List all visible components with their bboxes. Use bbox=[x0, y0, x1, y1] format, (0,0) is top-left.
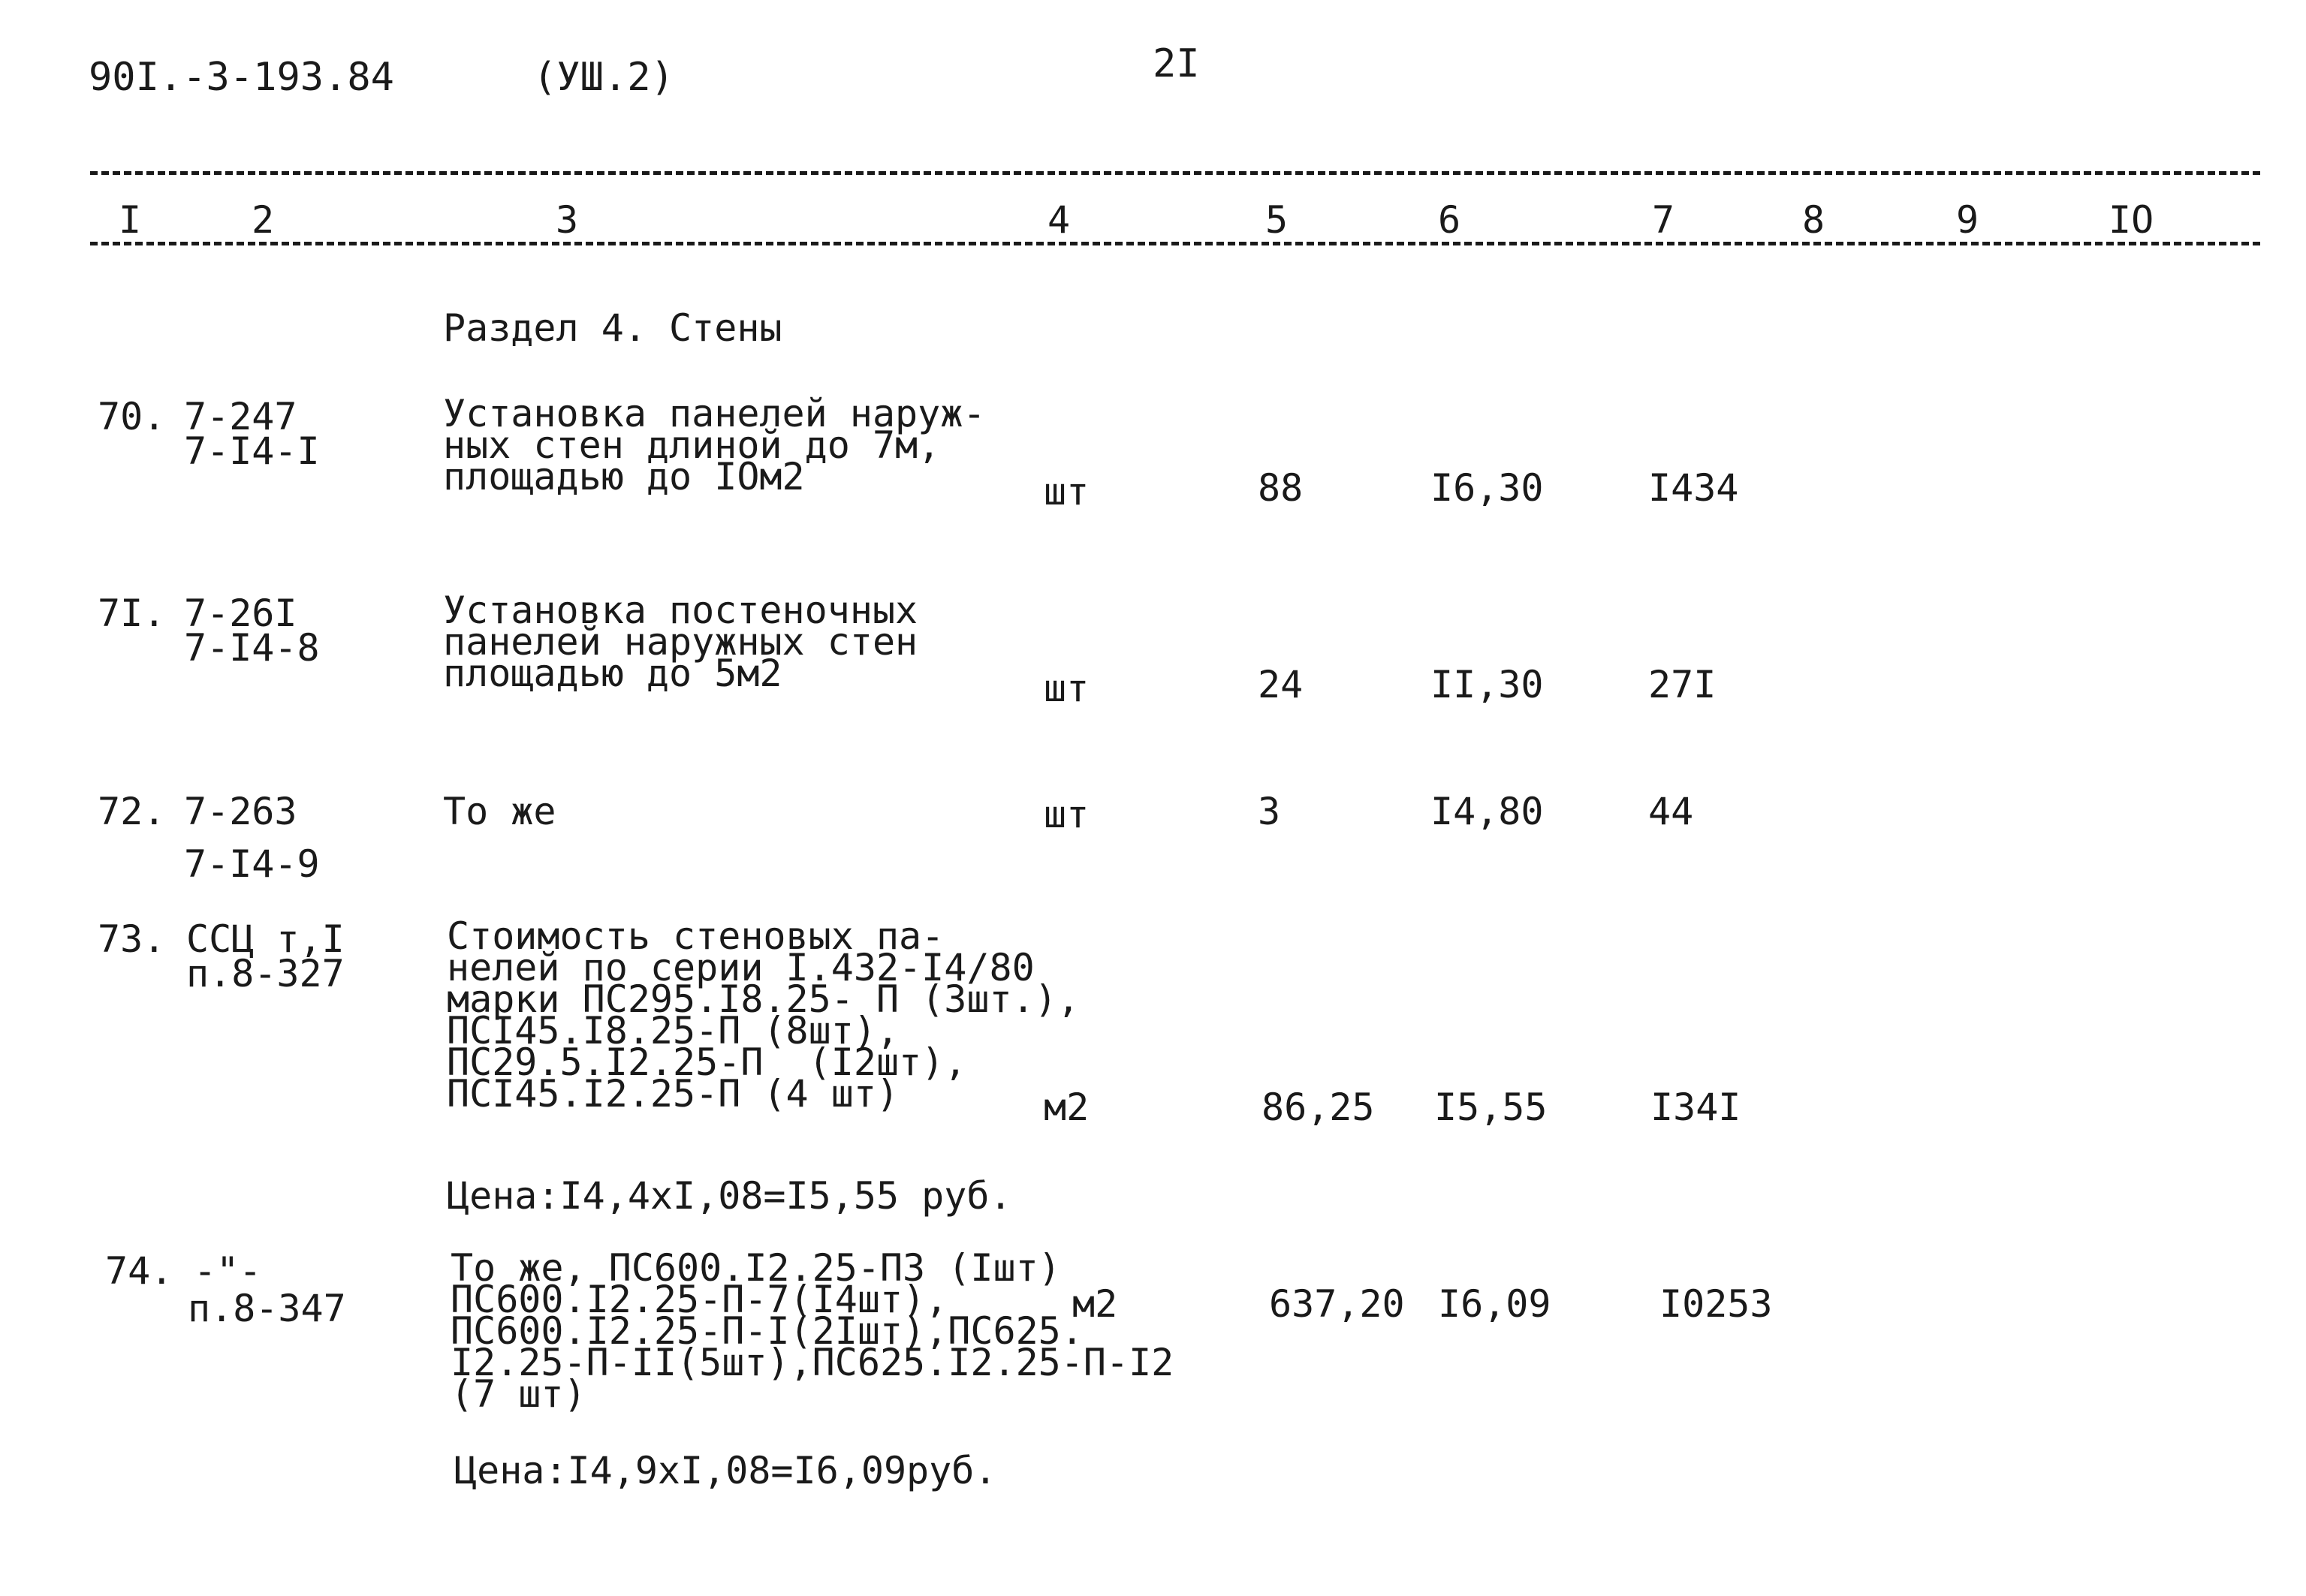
row-total: 27I bbox=[1648, 663, 1717, 706]
row-total: 44 bbox=[1648, 790, 1694, 833]
row-code: 7-263 bbox=[184, 790, 297, 833]
row-description-line: Стоимость стеновых па- bbox=[447, 914, 945, 958]
row-description-line: Установка панелей наруж- bbox=[443, 392, 986, 435]
row-description-line: нелей по серии I.432-I4/80 bbox=[447, 946, 1035, 989]
row-description-line: ПС600.I2.25-П-7(I4шт), bbox=[451, 1278, 948, 1321]
column-header-5: 5 bbox=[1265, 198, 1289, 242]
row-code-secondary: 7-I4-9 bbox=[184, 842, 320, 886]
column-header-4: 4 bbox=[1047, 198, 1071, 242]
row-description-line: I2.25-П-II(5шт),ПС625.I2.25-П-I2 bbox=[451, 1341, 1174, 1384]
row-code: -"- bbox=[194, 1249, 262, 1293]
row-total: I0253 bbox=[1659, 1282, 1773, 1326]
row-price-note: Цена:I4,9хI,08=I6,09руб. bbox=[454, 1449, 997, 1492]
row-total: I434 bbox=[1648, 466, 1739, 510]
row-unit-price: I4,80 bbox=[1430, 790, 1544, 833]
row-code-secondary: 7-I4-8 bbox=[184, 626, 320, 670]
row-code: 7-247 bbox=[184, 395, 297, 438]
column-header-1: I bbox=[119, 198, 142, 242]
row-code-secondary: п.8-347 bbox=[188, 1287, 346, 1330]
column-header-8: 8 bbox=[1802, 198, 1825, 242]
row-number: 74. bbox=[105, 1249, 173, 1293]
row-description-line: ных стен длиной до 7м, bbox=[443, 423, 941, 467]
row-unit-price: I6,30 bbox=[1430, 466, 1544, 510]
row-quantity: 637,20 bbox=[1269, 1282, 1405, 1326]
column-header-3: 3 bbox=[556, 198, 579, 242]
row-unit: шт bbox=[1044, 470, 1090, 513]
row-description-line: То же bbox=[443, 790, 556, 833]
row-total: I34I bbox=[1650, 1086, 1741, 1129]
row-unit-price: I5,55 bbox=[1434, 1086, 1548, 1129]
row-quantity: 3 bbox=[1258, 790, 1281, 833]
row-number: 70. bbox=[98, 395, 166, 438]
header-rule-bottom bbox=[90, 242, 2260, 245]
row-quantity: 88 bbox=[1258, 466, 1304, 510]
row-unit: шт bbox=[1044, 793, 1090, 836]
column-header-7: 7 bbox=[1652, 198, 1675, 242]
row-description-line: То же, ПС600.I2.25-П3 (Iшт) bbox=[451, 1246, 1061, 1290]
row-unit: шт bbox=[1044, 667, 1090, 710]
row-description-line: ПСI45.I8.25-П (8шт), bbox=[447, 1009, 900, 1052]
row-number: 72. bbox=[98, 790, 166, 833]
section-title: Раздел 4. Стены bbox=[443, 306, 782, 350]
column-header-10: IO bbox=[2109, 198, 2154, 242]
row-unit: м2 bbox=[1072, 1282, 1118, 1326]
row-description-line: Установка постеночных bbox=[443, 589, 918, 632]
row-unit: м2 bbox=[1044, 1086, 1090, 1129]
row-number: 7I. bbox=[98, 592, 166, 635]
row-code: ССЦ т,I bbox=[186, 917, 345, 961]
column-header-2: 2 bbox=[252, 198, 275, 242]
row-description-line: ПС600.I2.25-П-I(2Iшт),ПС625. bbox=[451, 1309, 1084, 1353]
row-description-line: ПСI45.I2.25-П (4 шт) bbox=[447, 1072, 900, 1116]
page-number: 2I bbox=[1153, 41, 1200, 86]
document-code: 90I.-3-193.84 bbox=[89, 55, 394, 100]
row-description-line: (7 шт) bbox=[451, 1372, 586, 1416]
row-description-line: ПС29.5.I2.25-П (I2шт), bbox=[447, 1040, 967, 1084]
row-description-line: марки ПС295.I8.25- П (3шт.), bbox=[447, 977, 1080, 1021]
row-code: 7-26I bbox=[184, 592, 297, 635]
row-description-line: площадью до IOм2 bbox=[443, 455, 805, 498]
album-label: (УШ.2) bbox=[533, 55, 674, 100]
row-price-note: Цена:I4,4хI,08=I5,55 руб. bbox=[447, 1174, 1012, 1218]
row-quantity: 24 bbox=[1258, 663, 1304, 706]
row-unit-price: I6,09 bbox=[1438, 1282, 1551, 1326]
row-number: 73. bbox=[98, 917, 166, 961]
row-description-line: площадью до 5м2 bbox=[443, 652, 782, 695]
row-description-line: панелей наружных стен bbox=[443, 620, 918, 664]
column-header-6: 6 bbox=[1438, 198, 1461, 242]
row-code-secondary: 7-I4-I bbox=[184, 429, 320, 473]
column-header-9: 9 bbox=[1956, 198, 1979, 242]
row-quantity: 86,25 bbox=[1262, 1086, 1375, 1129]
header-rule-top bbox=[90, 171, 2260, 175]
row-unit-price: II,30 bbox=[1430, 663, 1544, 706]
row-code-secondary: п.8-327 bbox=[186, 952, 345, 995]
